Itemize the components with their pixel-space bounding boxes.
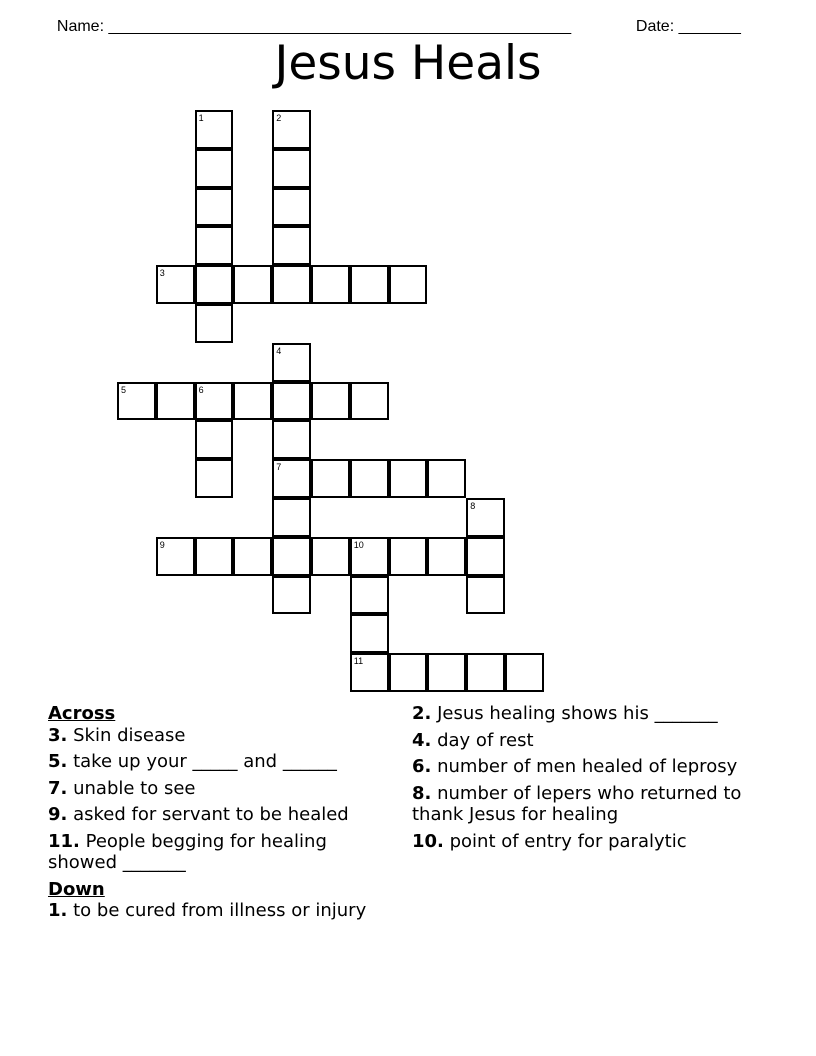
crossword-cell[interactable]: [311, 537, 350, 576]
crossword-cell[interactable]: [195, 149, 234, 188]
crossword-cell[interactable]: [350, 537, 389, 576]
clue-number: 5.: [48, 751, 68, 772]
clues-left-column: [48, 703, 393, 927]
crossword-cell[interactable]: [350, 382, 389, 421]
clue-number: 4.: [412, 729, 432, 751]
crossword-cell[interactable]: [195, 304, 234, 343]
clue-text: to be cured from illness or injury: [67, 900, 367, 921]
clue-text: asked for servant to be healed: [67, 804, 349, 825]
cell-number: 9: [159, 539, 165, 550]
name-blank[interactable]: ____________________________________________________: [108, 18, 572, 35]
cell-number: 10: [353, 539, 364, 550]
crossword-cell[interactable]: [389, 537, 428, 576]
crossword-cell[interactable]: [466, 653, 505, 692]
clue-number: 7.: [48, 777, 68, 799]
crossword-cell[interactable]: [195, 110, 234, 149]
clue-down-6: [412, 756, 757, 778]
crossword-cell[interactable]: [272, 226, 311, 265]
cell-number: 6: [198, 384, 204, 395]
crossword-cell[interactable]: [272, 188, 311, 227]
crossword-cell[interactable]: [389, 265, 428, 304]
crossword-cell[interactable]: [195, 382, 234, 421]
clue-text: Skin disease: [67, 724, 186, 746]
clue-number: 2.: [412, 703, 432, 724]
clue-number: 11.: [48, 830, 80, 852]
clue-across-9: [48, 804, 393, 826]
cell-number: 7: [276, 462, 282, 473]
down-heading: Down: [48, 878, 105, 900]
clue-text: People begging for healing showed _______: [48, 830, 327, 873]
crossword-cell[interactable]: [272, 420, 311, 459]
clue-number: 10.: [412, 830, 444, 852]
across-heading: Across: [48, 703, 116, 724]
clue-number: 3.: [48, 724, 68, 746]
clue-text: day of rest: [431, 729, 534, 751]
crossword-cell[interactable]: [389, 653, 428, 692]
clue-text: point of entry for paralytic: [443, 830, 687, 852]
crossword-cell[interactable]: [272, 498, 311, 537]
crossword-cell[interactable]: [195, 265, 234, 304]
crossword-cell[interactable]: [233, 382, 272, 421]
name-label: Name:: [56, 18, 109, 35]
clue-number: 1.: [48, 900, 68, 921]
crossword-cell[interactable]: [272, 576, 311, 615]
date-blank[interactable]: _______: [678, 18, 741, 35]
crossword-cell[interactable]: [117, 382, 156, 421]
crossword-cell[interactable]: [156, 382, 195, 421]
crossword-cell[interactable]: [195, 459, 234, 498]
crossword-cell[interactable]: [350, 576, 389, 615]
crossword-cell[interactable]: [195, 537, 234, 576]
crossword-cell[interactable]: [156, 265, 195, 304]
crossword-cell[interactable]: [272, 149, 311, 188]
clue-across-11: [48, 831, 393, 874]
crossword-cell[interactable]: [505, 653, 544, 692]
clue-down-8: [412, 783, 757, 826]
crossword-cell[interactable]: [466, 576, 505, 615]
cell-number: 5: [121, 384, 127, 395]
clue-down-1: [48, 900, 393, 922]
clue-text: Jesus healing shows his _______: [431, 703, 718, 724]
clue-text: number of men healed of leprosy: [431, 756, 738, 777]
crossword-cell[interactable]: [272, 343, 311, 382]
clue-across-5: [48, 751, 393, 773]
cell-number: 1: [198, 113, 204, 123]
cell-number: 3: [159, 268, 165, 279]
clue-number: 8.: [412, 782, 432, 804]
crossword-cell[interactable]: [350, 459, 389, 498]
clue-number: 6.: [412, 756, 432, 777]
crossword-cell[interactable]: [156, 537, 195, 576]
crossword-cell[interactable]: [195, 420, 234, 459]
clue-text: unable to see: [67, 777, 196, 799]
crossword-cell[interactable]: [389, 459, 428, 498]
crossword-cell[interactable]: [311, 265, 350, 304]
clue-text: take up your _____ and ______: [67, 751, 337, 772]
crossword-cell[interactable]: [272, 110, 311, 149]
clue-text: number of lepers who returned to thank Jesus for healing: [412, 782, 742, 825]
cell-number: 4: [276, 345, 282, 356]
crossword-cell[interactable]: [311, 382, 350, 421]
crossword-cell[interactable]: [427, 653, 466, 692]
clue-down-10: [412, 831, 757, 853]
crossword-cell[interactable]: [466, 498, 505, 537]
clues-right-column: [412, 703, 757, 857]
crossword-cell[interactable]: [350, 614, 389, 653]
crossword-cell[interactable]: [427, 459, 466, 498]
crossword-cell[interactable]: [311, 459, 350, 498]
crossword-cell[interactable]: [272, 382, 311, 421]
cell-number: 11: [353, 656, 364, 667]
cell-number: 8: [470, 501, 476, 511]
crossword-cell[interactable]: [466, 537, 505, 576]
clue-across-3: [48, 725, 393, 747]
crossword-cell[interactable]: [350, 653, 389, 692]
crossword-cell[interactable]: [233, 537, 272, 576]
crossword-cell[interactable]: [195, 226, 234, 265]
clue-number: 9.: [48, 804, 68, 825]
puzzle-title: Jesus Heals: [274, 36, 542, 91]
crossword-cell[interactable]: [233, 265, 272, 304]
crossword-cell[interactable]: [427, 537, 466, 576]
cell-number: 2: [276, 113, 282, 123]
clue-across-7: [48, 778, 393, 800]
date-label: Date:: [635, 18, 679, 35]
crossword-cell[interactable]: [272, 459, 311, 498]
crossword-cell[interactable]: [195, 188, 234, 227]
clue-down-4: [412, 730, 757, 752]
crossword-cell[interactable]: [272, 537, 311, 576]
crossword-cell[interactable]: [350, 265, 389, 304]
crossword-cell[interactable]: [272, 265, 311, 304]
clue-down-2: [412, 703, 757, 725]
